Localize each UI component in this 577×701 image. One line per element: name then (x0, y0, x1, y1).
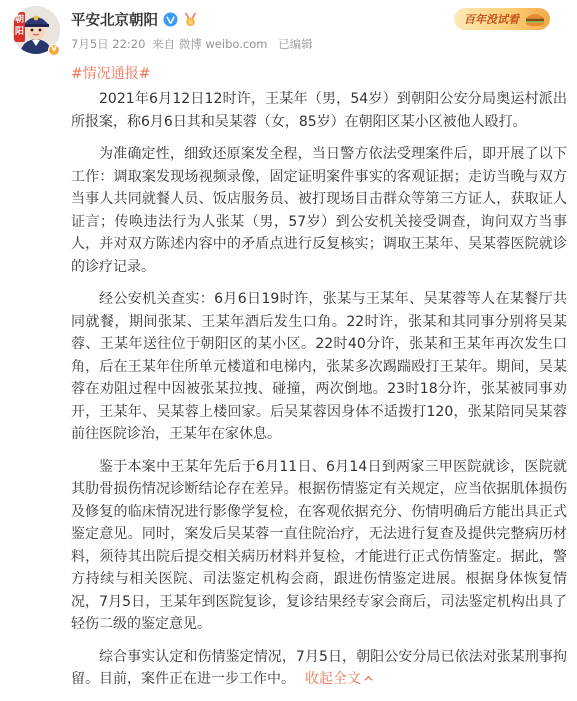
top-badge-banner[interactable] (454, 8, 550, 30)
paragraph-5-text: 综合事实认定和伤情鉴定情况，7月5日，朝阳公安分局已依法对张某刑事拘留。目前，案件正在进一步工作中。 (71, 648, 567, 687)
post-timestamp[interactable]: 7月5日 22:20 (71, 37, 146, 51)
top-badge-text: 百年没试看 (464, 13, 519, 26)
verified-badge: v (48, 44, 60, 56)
avatar-text: 朝阳 (15, 15, 25, 37)
collapse-label: 收起全文 (305, 671, 361, 687)
edited-label[interactable]: 已编辑 (278, 37, 313, 51)
topic-hashtag[interactable]: #情况通报# (71, 66, 151, 82)
post-meta (71, 36, 316, 52)
paragraph-2: 为准确定性，细致还原案发全程，当日警方依法受理案件后，即开展了以下工作：调取案发现场视频录像，固定证明案件事实的客观证据；走访当晚与双方当事人共同就餐人员、饭店服务员、被打现场目击群众等第三方证人，获取证人证言；传唤违法行为人张某（男，57岁）到公安机关接受调查，询问双方当事人，并对双方陈述内容中的矛盾点进行反复核实；调取王某年、吴某蓉医院就诊的诊疗记录。 (71, 146, 567, 275)
paragraph-5 (71, 646, 567, 691)
post-source: 来自 微博 weibo.com (152, 37, 268, 51)
burger-icon (524, 10, 546, 28)
paragraph-4: 鉴于本案中王某年先后于6月11日、6月14日到两家三甲医院就诊，医院就其肋骨损伤情况诊断结论存在差异。根据伤情鉴定有关规定，应当依据肌体损伤及修复的临床情况进行影像学复检，在客观依据充分、伤情明确后方能出具正式鉴定意见。同时，案发后吴某蓉一直住院治疗，无法进行复查及提供完整病历材料，须待其出院后提交相关病历材料并复检，才能进行正式伤情鉴定。据此，警方持续与相关医院、司法鉴定机构会商，跟进伤情鉴定进展。根据身体恢复情况，7月5日，王某年到医院复诊，复诊结果经专家会商后，司法鉴定机构出具了轻伤二级的鉴定意见。 (71, 458, 567, 632)
author-name[interactable]: 平安北京朝阳 (71, 13, 158, 29)
post-content (71, 88, 567, 701)
author-row (71, 9, 198, 30)
verified-v-icon[interactable] (163, 12, 178, 27)
paragraph-1: 2021年6月12日12时许，王某年（男，54岁）到朝阳公安分局奥运村派出所报案，称6月6日其和吴某蓉（女，85岁）在朝阳区某小区被他人殴打。 (71, 91, 567, 130)
paragraph-3: 经公安机关查实：6月6日19时许，张某与王某年、吴某蓉等人在某餐厅共同就餐，期间张某、王某年酒后发生口角。22时许，张某和其同事分别将吴某蓉、王某年送往位于朝阳区的某小区。22时40分许，张某和王某年再次发生口角，后在王某年住所单元楼道和电梯内，张某多次踢踹殴打王某年。期间，吴某蓉在劝阻过程中因被张某拉拽、碰撞，两次倒地。23时18分许，张某被同事劝开，王某年、吴某蓉上楼回家。后吴某蓉因身体不适拨打120，张某陪同吴某蓉前往医院诊治，王某年在家休息。 (71, 291, 567, 442)
chevron-up-icon (364, 674, 373, 683)
medal-icon[interactable] (183, 12, 198, 27)
collapse-full-text-link[interactable] (305, 671, 373, 687)
